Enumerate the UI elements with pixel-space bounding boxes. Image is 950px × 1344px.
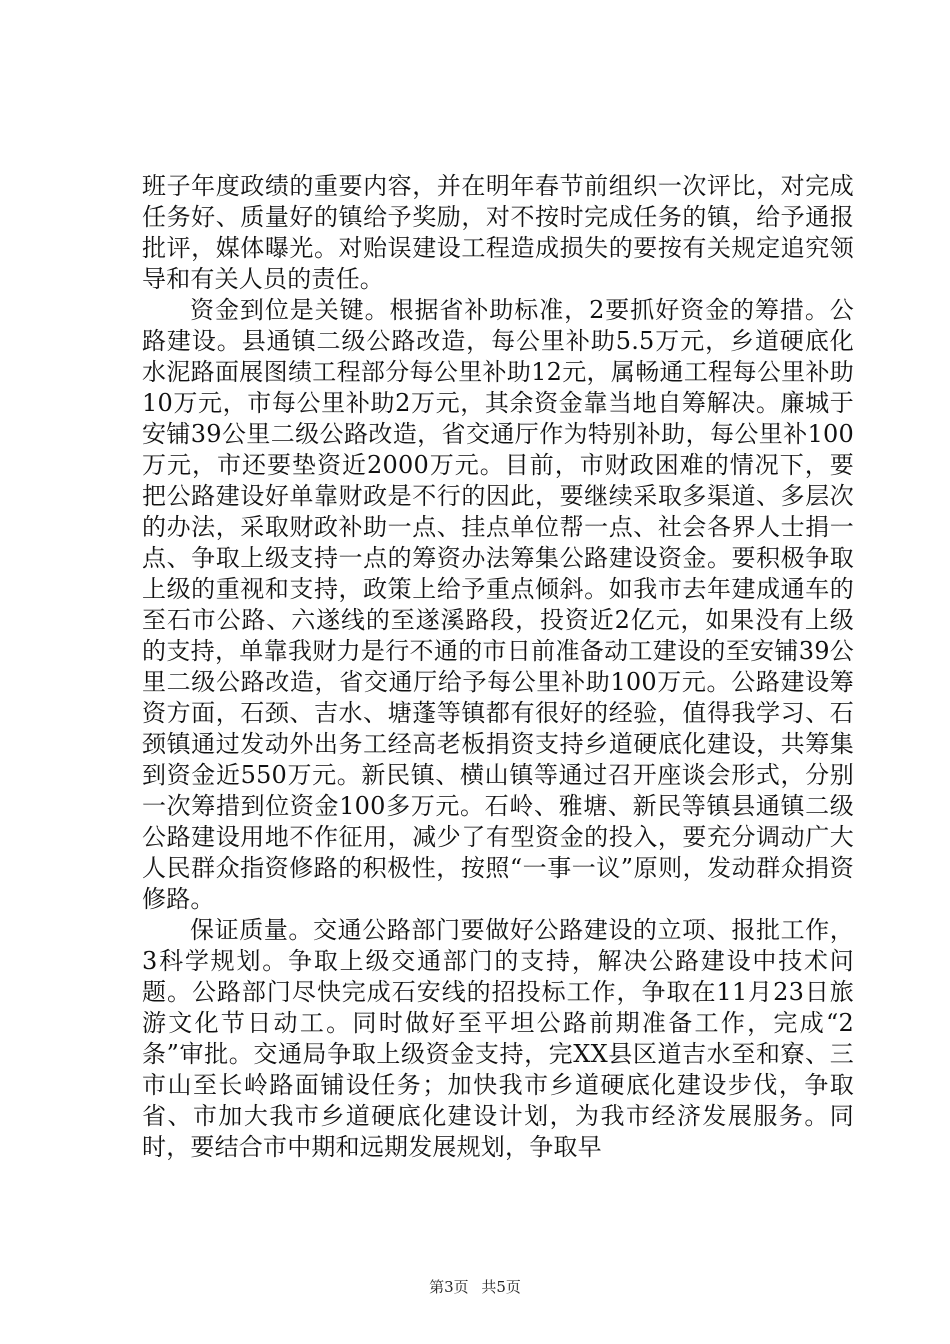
paragraph-2: 资金到位是关键。根据省补助标准，2要抓好资金的筹措。公路建设。县通镇二级公路改造，每公里补助5.5万元，乡道硬底化水泥路面展图绩工程部分每公里补助12元，属畅通工程每公里补助10万元，市每公里补助2万元，其余资金靠当地自筹解决。廉城于安铺39公里二级公路改造，省交通厅作为特别补助，每公里补100万元，市还要垫资近2000万元。目前，市财政困难的情况下，要把公路建设好单靠财政是不行的因此，要继续采取多渠道、多层次的办法，采取财政补助一点、挂点单位帮一点、社会各界人士捐一点、争取上级支持一点的筹资办法筹集公路建设资金。要积极争取上级的重视和支持，政策上给予重点倾斜。如我市去年建成通车的至石市公路、六遂线的至遂溪路段，投资近2亿元，如果没有上级的支持，单靠我财力是行不通的市日前准备动工建设的至安铺39公里二级公路改造，省交通厅给予每公里补助100万元。公路建设筹资方面，石颈、吉水、塘蓬等镇都有很好的经验，值得我学习、石颈镇通过发动外出务工经高老板捐资支持乡道硬底化建设，共筹集到资金近550万元。新民镇、横山镇等通过召开座谈会形式，分别一次筹措到位资金100多万元。石岭、雅塘、新民等镇县通镇二级公路建设用地不作征用，减少了有型资金的投入，要充分调动广大人民群众指资修路的积极性，按照“一事一议”原则，发动群众捐资修路。 bbox=[142, 296, 854, 913]
document-body bbox=[142, 171, 854, 1163]
page-total: 共5页 bbox=[481, 1278, 521, 1296]
page-number: 第3页 bbox=[429, 1278, 469, 1296]
paragraph-3: 保证质量。交通公路部门要做好公路建设的立项、报批工作，3科学规划。争取上级交通部门的支持，解决公路建设中技术问题。公路部门尽快完成石安线的招投标工作，争取在11月23日旅游文化节日动工。同时做好至平坦公路前期准备工作，完成“2条”审批。交通局争取上级资金支持，完XX县区道吉水至和寮、三市山至长岭路面铺设任务；加快我市乡道硬底化建设步伐，争取省、市加大我市乡道硬底化建设计划，为我市经济发展服务。同时，要结合市中期和远期发展规划，争取早 bbox=[142, 916, 854, 1161]
page-footer bbox=[0, 1276, 950, 1297]
paragraph-1: 班子年度政绩的重要内容，并在明年春节前组织一次评比，对完成任务好、质量好的镇给予奖励，对不按时完成任务的镇，给予通报批评，媒体曝光。对贻误建设工程造成损失的要按有关规定追究领导和有关人员的责任。 bbox=[142, 172, 854, 293]
